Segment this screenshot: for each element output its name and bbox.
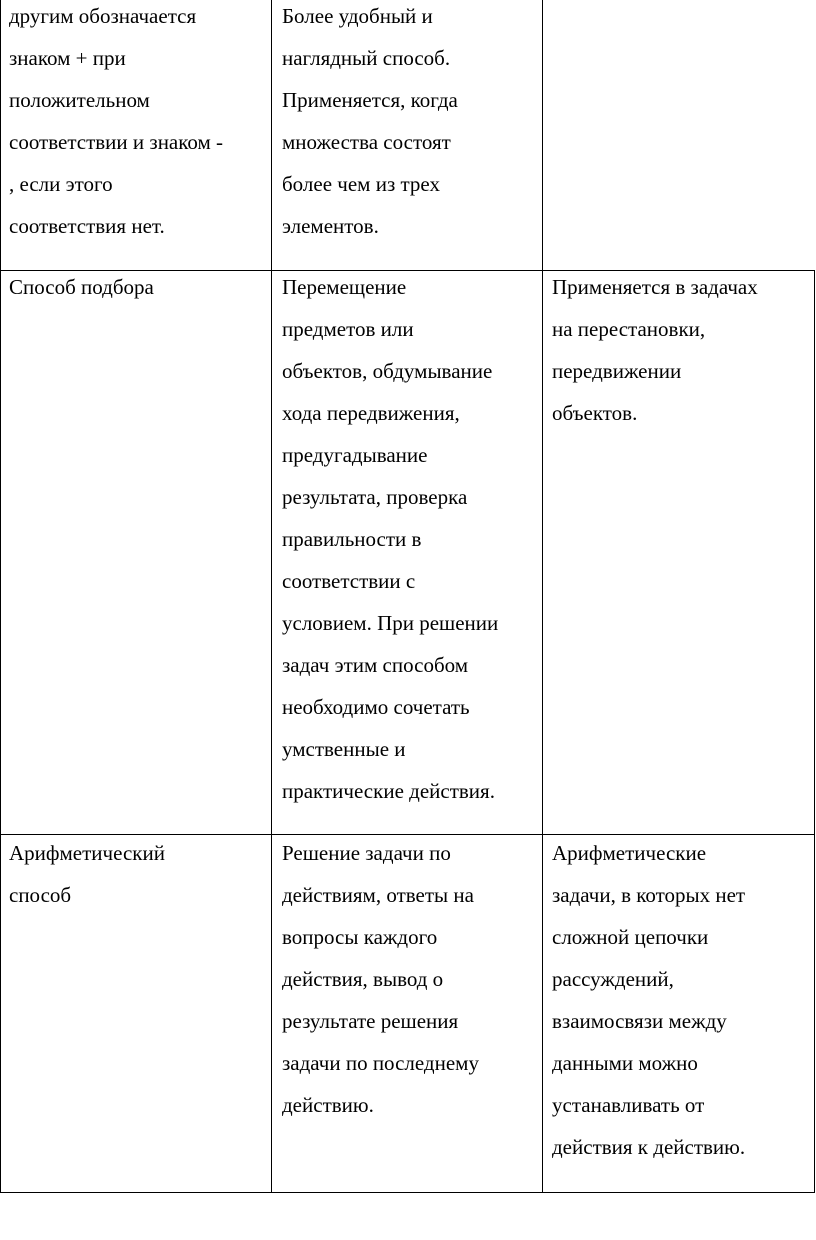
table-border-left	[0, 0, 1, 1193]
table-border-col2	[542, 0, 543, 1193]
table-border-col1	[271, 0, 272, 1193]
table-cell: Решение задачи по действиям, ответы на вопросы каждого действия, вывод о результате решения задачи по последнему действию.	[282, 841, 479, 1117]
table-cell: Арифметические задачи, в которых нет сложной цепочки рассуждений, взаимосвязи между данными можно устанавливать от действия к действию.	[552, 841, 746, 1159]
table-cell: Арифметический способ	[9, 841, 165, 907]
table-border-bottom	[0, 1192, 815, 1193]
table-cell: Перемещение предметов или объектов, обдумывание хода передвижения, предугадывание результата, проверка правильности в соответствии с условием. При решении задач этим способом необходимо сочетать умственные и практические действия.	[282, 275, 499, 803]
table-cell: Применяется в задачах на перестановки, передвижении объектов.	[552, 275, 758, 425]
table-cell: другим обозначается знаком + при положительном соответствии и знаком - , если этого соответствия нет.	[9, 4, 224, 238]
table-cell: Более удобный и наглядный способ. Применяется, когда множества состоят более чем из трех элементов.	[282, 4, 458, 238]
table-border-right	[814, 270, 815, 1193]
table-cell: Способ подбора	[9, 275, 154, 299]
